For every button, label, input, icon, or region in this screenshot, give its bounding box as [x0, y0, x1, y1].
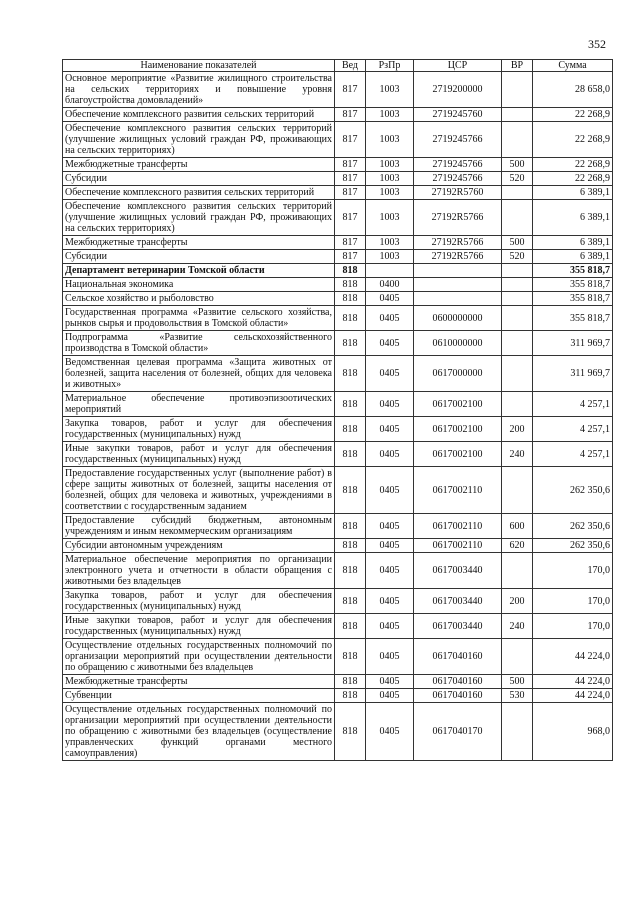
- header-csr: ЦСР: [414, 60, 502, 72]
- row-ved-cell: 818: [335, 306, 366, 331]
- row-ved-cell: 818: [335, 278, 366, 292]
- row-ved-cell: 817: [335, 158, 366, 172]
- row-vr-cell: 240: [502, 442, 533, 467]
- table-row: [63, 292, 613, 306]
- row-vr-cell: 500: [502, 675, 533, 689]
- row-rzpr-cell: 0405: [366, 292, 414, 306]
- row-vr-cell: 620: [502, 539, 533, 553]
- row-sum-cell: 6 389,1: [533, 236, 613, 250]
- row-ved-cell: 817: [335, 72, 366, 108]
- row-sum-cell: 311 969,7: [533, 356, 613, 392]
- row-name-cell: Межбюджетные трансферты: [63, 236, 335, 250]
- row-csr-cell: 0617002110: [414, 467, 502, 514]
- row-sum-cell: 44 224,0: [533, 675, 613, 689]
- row-vr-cell: [502, 292, 533, 306]
- row-rzpr-cell: 0405: [366, 539, 414, 553]
- row-rzpr-cell: 1003: [366, 158, 414, 172]
- row-sum-cell: 170,0: [533, 614, 613, 639]
- row-vr-cell: [502, 331, 533, 356]
- table-row: [63, 306, 613, 331]
- row-sum-cell: 4 257,1: [533, 442, 613, 467]
- header-ved: Вед: [335, 60, 366, 72]
- row-name-cell: Предоставление субсидий бюджетным, автономным учреждениям и иным некоммерческим организациям: [63, 514, 335, 539]
- table-row: [63, 264, 613, 278]
- table-row: [63, 356, 613, 392]
- row-vr-cell: [502, 122, 533, 158]
- row-sum-cell: 22 268,9: [533, 108, 613, 122]
- row-rzpr-cell: 1003: [366, 122, 414, 158]
- table-row: [63, 703, 613, 761]
- row-vr-cell: 520: [502, 172, 533, 186]
- row-rzpr-cell: 0405: [366, 417, 414, 442]
- header-vr: ВР: [502, 60, 533, 72]
- row-sum-cell: 22 268,9: [533, 158, 613, 172]
- row-csr-cell: 0617002100: [414, 417, 502, 442]
- row-vr-cell: [502, 108, 533, 122]
- row-rzpr-cell: 1003: [366, 200, 414, 236]
- row-rzpr-cell: 0405: [366, 467, 414, 514]
- row-sum-cell: 355 818,7: [533, 278, 613, 292]
- row-vr-cell: [502, 278, 533, 292]
- row-ved-cell: 818: [335, 264, 366, 278]
- row-name-cell: Департамент ветеринарии Томской области: [63, 264, 335, 278]
- row-ved-cell: 818: [335, 639, 366, 675]
- row-vr-cell: 500: [502, 158, 533, 172]
- row-vr-cell: [502, 467, 533, 514]
- row-rzpr-cell: 1003: [366, 108, 414, 122]
- header-rzpr: РзПр: [366, 60, 414, 72]
- table-row: [63, 122, 613, 158]
- row-sum-cell: 262 350,6: [533, 514, 613, 539]
- row-rzpr-cell: 1003: [366, 250, 414, 264]
- row-csr-cell: 0617003440: [414, 553, 502, 589]
- row-ved-cell: 817: [335, 200, 366, 236]
- row-rzpr-cell: 0405: [366, 675, 414, 689]
- row-vr-cell: [502, 264, 533, 278]
- row-rzpr-cell: 0400: [366, 278, 414, 292]
- row-csr-cell: [414, 292, 502, 306]
- row-vr-cell: 200: [502, 417, 533, 442]
- row-rzpr-cell: 0405: [366, 442, 414, 467]
- table-body: [63, 72, 613, 761]
- table-row: [63, 639, 613, 675]
- row-name-cell: Осуществление отдельных государственных полномочий по организации мероприятий при осуществлении деятельности по обращению с животными без владельцев: [63, 639, 335, 675]
- row-ved-cell: 818: [335, 514, 366, 539]
- row-csr-cell: [414, 264, 502, 278]
- row-name-cell: Межбюджетные трансферты: [63, 675, 335, 689]
- table-row: [63, 553, 613, 589]
- row-ved-cell: 818: [335, 689, 366, 703]
- row-ved-cell: 818: [335, 442, 366, 467]
- header-sum: Сумма: [533, 60, 613, 72]
- table-row: [63, 539, 613, 553]
- row-rzpr-cell: 0405: [366, 614, 414, 639]
- page-number: 352: [588, 37, 606, 51]
- row-vr-cell: [502, 200, 533, 236]
- row-rzpr-cell: 0405: [366, 703, 414, 761]
- row-name-cell: Закупка товаров, работ и услуг для обеспечения государственных (муниципальных) нужд: [63, 589, 335, 614]
- row-name-cell: Обеспечение комплексного развития сельских территорий: [63, 186, 335, 200]
- row-rzpr-cell: 0405: [366, 589, 414, 614]
- row-csr-cell: 0617040160: [414, 675, 502, 689]
- row-vr-cell: [502, 306, 533, 331]
- row-rzpr-cell: 1003: [366, 236, 414, 250]
- table-row: [63, 186, 613, 200]
- row-sum-cell: 4 257,1: [533, 417, 613, 442]
- row-name-cell: Иные закупки товаров, работ и услуг для обеспечения государственных (муниципальных) нужд: [63, 614, 335, 639]
- table-row: [63, 200, 613, 236]
- row-name-cell: Межбюджетные трансферты: [63, 158, 335, 172]
- row-sum-cell: 22 268,9: [533, 122, 613, 158]
- row-csr-cell: 2719245760: [414, 108, 502, 122]
- row-rzpr-cell: 0405: [366, 639, 414, 675]
- row-csr-cell: 27192R5766: [414, 236, 502, 250]
- table-row: [63, 689, 613, 703]
- row-vr-cell: [502, 72, 533, 108]
- row-csr-cell: 0617040160: [414, 689, 502, 703]
- table-row: [63, 675, 613, 689]
- row-vr-cell: 530: [502, 689, 533, 703]
- row-name-cell: Материальное обеспечение противоэпизоотических мероприятий: [63, 392, 335, 417]
- row-csr-cell: 2719245766: [414, 122, 502, 158]
- budget-table: [62, 59, 613, 761]
- row-csr-cell: 2719200000: [414, 72, 502, 108]
- table-row: [63, 172, 613, 186]
- row-ved-cell: 817: [335, 108, 366, 122]
- row-name-cell: Закупка товаров, работ и услуг для обеспечения государственных (муниципальных) нужд: [63, 417, 335, 442]
- row-rzpr-cell: 1003: [366, 72, 414, 108]
- table-row: [63, 158, 613, 172]
- row-csr-cell: 27192R5766: [414, 200, 502, 236]
- row-csr-cell: 0617000000: [414, 356, 502, 392]
- row-name-cell: Национальная экономика: [63, 278, 335, 292]
- row-vr-cell: [502, 703, 533, 761]
- row-ved-cell: 817: [335, 250, 366, 264]
- row-csr-cell: 0617003440: [414, 589, 502, 614]
- row-name-cell: Ведомственная целевая программа «Защита животных от болезней, защита населения от болезней, общих для человека и животных»: [63, 356, 335, 392]
- row-name-cell: Осуществление отдельных государственных полномочий по организации мероприятий при осуществлении деятельности по обращению с животными без владельцев (осуществление управленческих функций органами местного самоуправления): [63, 703, 335, 761]
- row-csr-cell: 27192R5760: [414, 186, 502, 200]
- row-csr-cell: 27192R5766: [414, 250, 502, 264]
- row-ved-cell: 818: [335, 703, 366, 761]
- table-row: [63, 514, 613, 539]
- row-vr-cell: [502, 639, 533, 675]
- table-row: [63, 589, 613, 614]
- row-rzpr-cell: 0405: [366, 689, 414, 703]
- row-csr-cell: 0617002110: [414, 539, 502, 553]
- row-csr-cell: 2719245766: [414, 172, 502, 186]
- row-rzpr-cell: 0405: [366, 553, 414, 589]
- row-sum-cell: 6 389,1: [533, 200, 613, 236]
- row-csr-cell: 0600000000: [414, 306, 502, 331]
- row-name-cell: Государственная программа «Развитие сельского хозяйства, рынков сырья и продовольствия в Томской области»: [63, 306, 335, 331]
- row-ved-cell: 817: [335, 236, 366, 250]
- row-sum-cell: 262 350,6: [533, 539, 613, 553]
- row-ved-cell: 817: [335, 186, 366, 200]
- row-name-cell: Обеспечение комплексного развития сельских территорий (улучшение жилищных условий граждан РФ, проживающих на сельских территориях): [63, 200, 335, 236]
- row-vr-cell: 600: [502, 514, 533, 539]
- row-sum-cell: 170,0: [533, 589, 613, 614]
- table-row: [63, 467, 613, 514]
- row-sum-cell: 968,0: [533, 703, 613, 761]
- row-rzpr-cell: 0405: [366, 514, 414, 539]
- row-csr-cell: 0617002100: [414, 442, 502, 467]
- row-vr-cell: 500: [502, 236, 533, 250]
- row-ved-cell: 818: [335, 392, 366, 417]
- row-csr-cell: 0617003440: [414, 614, 502, 639]
- row-vr-cell: [502, 392, 533, 417]
- row-name-cell: Предоставление государственных услуг (выполнение работ) в сфере защиты животных от болезней, защиты населения от болезней, общих для человека и животных, учреждениями в соответствии с государственным заданием: [63, 467, 335, 514]
- row-ved-cell: 818: [335, 467, 366, 514]
- row-sum-cell: 355 818,7: [533, 264, 613, 278]
- row-name-cell: Основное мероприятие «Развитие жилищного строительства на сельских территориях и повышение уровня благоустройства домовладений»: [63, 72, 335, 108]
- row-ved-cell: 818: [335, 589, 366, 614]
- table-row: [63, 236, 613, 250]
- table-row: [63, 108, 613, 122]
- row-ved-cell: 818: [335, 331, 366, 356]
- row-vr-cell: [502, 186, 533, 200]
- row-name-cell: Материальное обеспечение мероприятия по организации электронного учета и отчетности в области обращения с животными без владельцев: [63, 553, 335, 589]
- row-name-cell: Иные закупки товаров, работ и услуг для обеспечения государственных (муниципальных) нужд: [63, 442, 335, 467]
- row-ved-cell: 817: [335, 172, 366, 186]
- row-sum-cell: 4 257,1: [533, 392, 613, 417]
- table-row: [63, 250, 613, 264]
- row-name-cell: Обеспечение комплексного развития сельских территорий: [63, 108, 335, 122]
- row-vr-cell: 240: [502, 614, 533, 639]
- row-csr-cell: 0617002110: [414, 514, 502, 539]
- row-name-cell: Обеспечение комплексного развития сельских территорий (улучшение жилищных условий граждан РФ, проживающих на сельских территориях): [63, 122, 335, 158]
- row-csr-cell: 2719245766: [414, 158, 502, 172]
- row-sum-cell: 44 224,0: [533, 689, 613, 703]
- row-ved-cell: 818: [335, 553, 366, 589]
- row-ved-cell: 818: [335, 417, 366, 442]
- table-row: [63, 417, 613, 442]
- row-rzpr-cell: 1003: [366, 172, 414, 186]
- row-csr-cell: [414, 278, 502, 292]
- row-rzpr-cell: 1003: [366, 186, 414, 200]
- row-sum-cell: 311 969,7: [533, 331, 613, 356]
- row-sum-cell: 355 818,7: [533, 292, 613, 306]
- row-csr-cell: 0617002100: [414, 392, 502, 417]
- row-ved-cell: 818: [335, 675, 366, 689]
- row-name-cell: Субсидии: [63, 172, 335, 186]
- row-name-cell: Подпрограмма «Развитие сельскохозяйственного производства в Томской области»: [63, 331, 335, 356]
- table-row: [63, 72, 613, 108]
- row-rzpr-cell: 0405: [366, 331, 414, 356]
- header-name: Наименование показателей: [63, 60, 335, 72]
- row-sum-cell: 262 350,6: [533, 467, 613, 514]
- row-rzpr-cell: [366, 264, 414, 278]
- table-row: [63, 442, 613, 467]
- row-sum-cell: 170,0: [533, 553, 613, 589]
- row-sum-cell: 28 658,0: [533, 72, 613, 108]
- row-ved-cell: 817: [335, 122, 366, 158]
- table-row: [63, 614, 613, 639]
- row-vr-cell: 200: [502, 589, 533, 614]
- row-sum-cell: 22 268,9: [533, 172, 613, 186]
- row-rzpr-cell: 0405: [366, 306, 414, 331]
- table-row: [63, 331, 613, 356]
- row-vr-cell: [502, 553, 533, 589]
- row-sum-cell: 355 818,7: [533, 306, 613, 331]
- row-vr-cell: [502, 356, 533, 392]
- row-ved-cell: 818: [335, 292, 366, 306]
- row-csr-cell: 0610000000: [414, 331, 502, 356]
- row-name-cell: Субсидии автономным учреждениям: [63, 539, 335, 553]
- row-name-cell: Субсидии: [63, 250, 335, 264]
- row-sum-cell: 6 389,1: [533, 250, 613, 264]
- table-row: [63, 392, 613, 417]
- row-csr-cell: 0617040160: [414, 639, 502, 675]
- table-row: [63, 278, 613, 292]
- row-ved-cell: 818: [335, 356, 366, 392]
- row-vr-cell: 520: [502, 250, 533, 264]
- row-rzpr-cell: 0405: [366, 356, 414, 392]
- row-name-cell: Субвенции: [63, 689, 335, 703]
- row-ved-cell: 818: [335, 539, 366, 553]
- row-ved-cell: 818: [335, 614, 366, 639]
- row-csr-cell: 0617040170: [414, 703, 502, 761]
- row-rzpr-cell: 0405: [366, 392, 414, 417]
- row-name-cell: Сельское хозяйство и рыболовство: [63, 292, 335, 306]
- row-sum-cell: 6 389,1: [533, 186, 613, 200]
- table-header: [63, 60, 613, 72]
- row-sum-cell: 44 224,0: [533, 639, 613, 675]
